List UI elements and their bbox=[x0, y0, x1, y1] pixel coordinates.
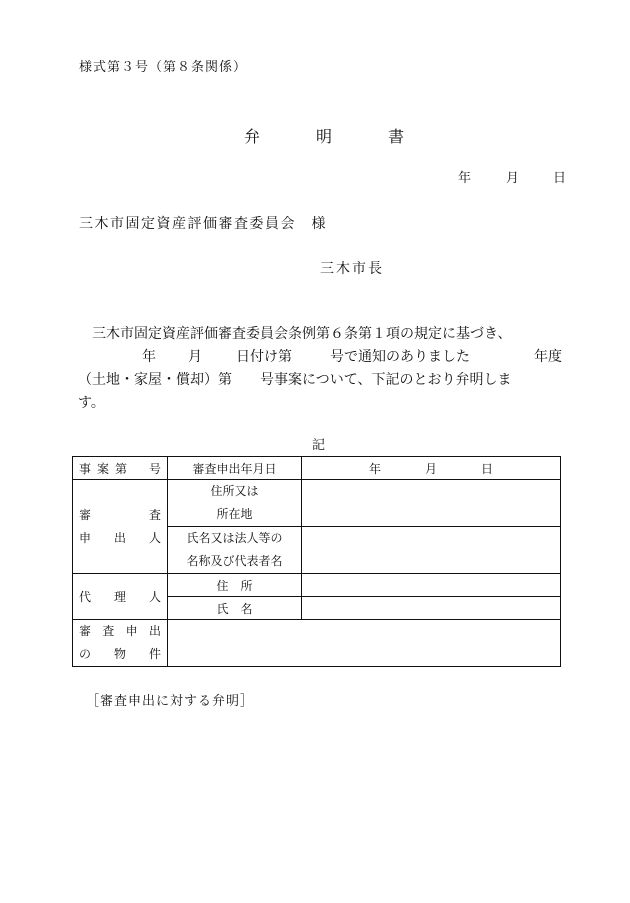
body-year-label: 年 bbox=[142, 349, 156, 365]
object-property-field[interactable] bbox=[168, 620, 561, 667]
date-year-label: 年 bbox=[458, 171, 472, 186]
objection-heading: ［審査申出に対する弁明］ bbox=[86, 694, 255, 709]
body-month-label: 月 bbox=[188, 349, 202, 365]
body-line-2 bbox=[78, 346, 566, 369]
body-day-label: 日付け第 bbox=[236, 349, 292, 365]
agent-label: 代 理 人 bbox=[73, 574, 168, 620]
document-title-char-1: 弁 bbox=[244, 127, 261, 146]
body-line-1: 三木市固定資産評価審査委員会条例第６条第１項の規定に基づき、 bbox=[92, 326, 512, 342]
agent-address-label: 住 所 bbox=[168, 574, 302, 597]
body-notice-label: 号で通知のありました bbox=[330, 349, 470, 365]
objection-form-table bbox=[72, 456, 561, 667]
body-line-4: す。 bbox=[78, 395, 105, 411]
document-title-char-3: 書 bbox=[388, 127, 405, 146]
agent-name-field[interactable] bbox=[302, 597, 561, 620]
applicant-address-field[interactable] bbox=[302, 480, 561, 527]
filing-date-value: 年 月 日 bbox=[302, 457, 561, 480]
applicant-label: 審 査 申 出 人 bbox=[73, 480, 168, 574]
filing-date-label: 審査申出年月日 bbox=[168, 457, 302, 480]
addressee: 三木市固定資産評価審査委員会 様 bbox=[79, 216, 327, 232]
agent-name-label: 氏 名 bbox=[168, 597, 302, 620]
date-day-label: 日 bbox=[553, 171, 567, 186]
date-month-label: 月 bbox=[506, 171, 520, 186]
case-number-label: 事 案 第 号 bbox=[73, 457, 168, 480]
form-number: 様式第３号（第８条関係） bbox=[79, 60, 248, 75]
object-property-label: 審 査 申 出 の 物 件 bbox=[73, 620, 168, 667]
document-title-char-2: 明 bbox=[316, 127, 333, 146]
applicant-address-label: 住所又は 所在地 bbox=[168, 480, 302, 527]
body-line-3: （土地・家屋・償却）第 号事案について、下記のとおり弁明しま bbox=[78, 372, 512, 388]
agent-address-field[interactable] bbox=[302, 574, 561, 597]
body-fiscal-year-label: 年度 bbox=[534, 349, 562, 365]
applicant-name-field[interactable] bbox=[302, 527, 561, 574]
ki-heading: 記 bbox=[312, 438, 326, 453]
applicant-name-label: 氏名又は法人等の 名称及び代表者名 bbox=[168, 527, 302, 574]
body-paragraph bbox=[78, 323, 566, 415]
sender: 三木市長 bbox=[320, 261, 384, 277]
